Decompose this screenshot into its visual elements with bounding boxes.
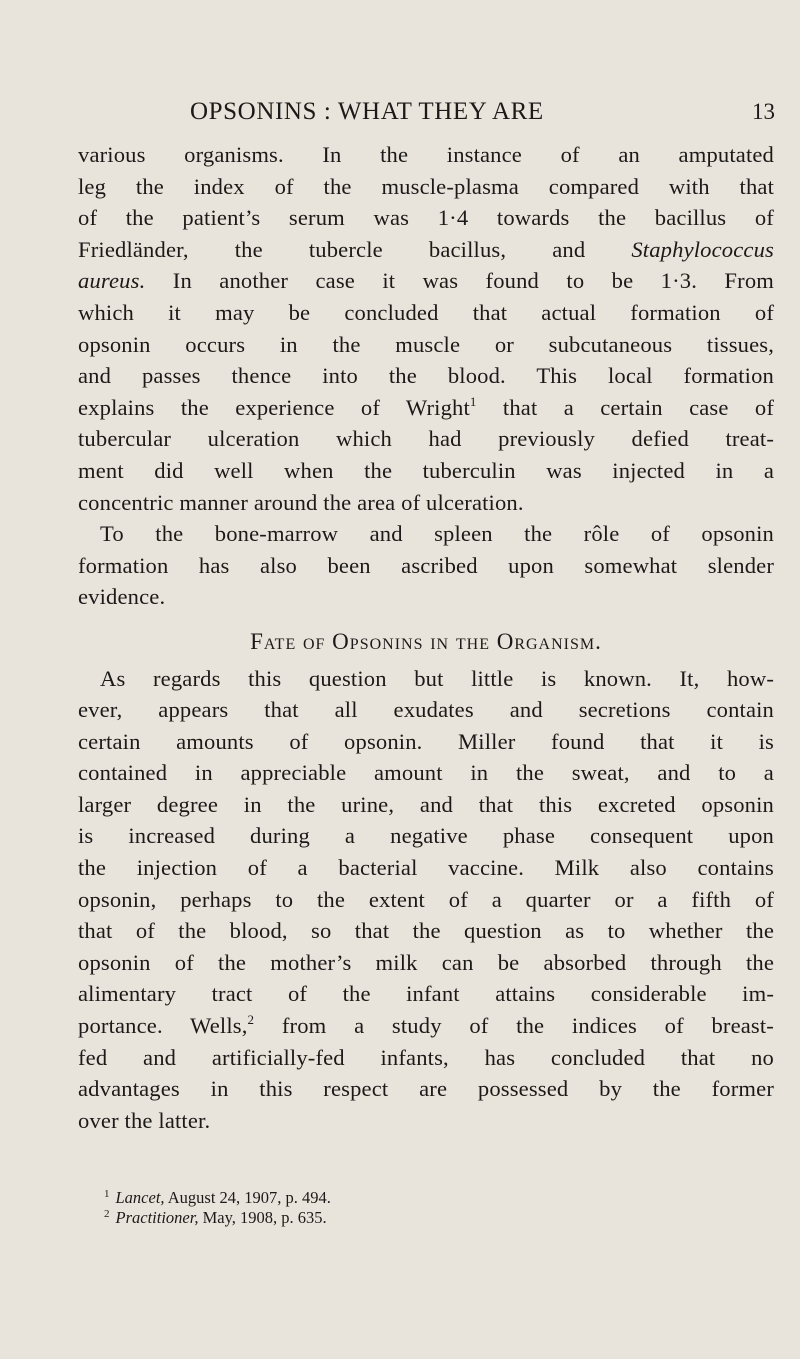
footnote — [104, 1188, 331, 1208]
footnote-marker: 1 — [104, 1188, 110, 1200]
footnote-detail: May, 1908, p. 635. — [198, 1208, 327, 1227]
footnote-reference: 1 — [469, 393, 477, 409]
text-line: various organisms. In the instance of an amputated — [78, 142, 774, 167]
paragraph-muscle-plasma — [78, 139, 774, 518]
text-line — [78, 265, 774, 297]
text-line: opsonin occurs in the muscle or subcutaneous tissues, — [78, 331, 774, 357]
running-header — [190, 98, 775, 132]
text-line: To the bone-marrow and spleen the rôle of opsonin — [100, 521, 774, 547]
text-line: that of the blood, so that the question as to whether the — [78, 918, 774, 944]
text-line: tubercular ulceration which had previously defied treat- — [78, 426, 774, 452]
text-line — [78, 1010, 774, 1042]
text-line: leg the index of the muscle-plasma compared with that — [78, 173, 774, 199]
text-line: formation has also been ascribed upon somewhat slender — [78, 552, 774, 578]
italic-species-name: Staphylococcus — [631, 236, 774, 262]
text-line — [78, 392, 774, 424]
text-run: Friedländer, the tubercle bacillus, and — [78, 236, 586, 262]
text-line: As regards this question but little is known. It, how- — [100, 665, 774, 691]
text-line: ment did well when the tuberculin was injected in a — [78, 457, 774, 483]
text-line: concentric manner around the area of ulceration. — [78, 489, 524, 515]
chapter-title: OPSONINS : WHAT THEY ARE — [190, 98, 544, 125]
text-line: over the latter. — [78, 1107, 211, 1133]
footnote-source: Lancet, — [115, 1188, 165, 1207]
paragraph-fate-of-opsonins — [78, 663, 774, 1137]
section-heading: Fate of Opsonins in the Organism. — [250, 628, 602, 654]
text-line: of the patient’s serum was 1·4 towards the bacillus of — [78, 205, 774, 231]
text-line: fed and artificially-fed infants, has concluded that no — [78, 1044, 774, 1070]
italic-species-name: aureus. — [78, 268, 146, 294]
text-line: and passes thence into the blood. This local formation — [78, 363, 774, 389]
text-line: evidence. — [78, 584, 166, 610]
text-line: the injection of a bacterial vaccine. Milk also contains — [78, 855, 774, 881]
text-run: explains the experience of Wright — [78, 394, 470, 420]
text-line: alimentary tract of the infant attains considerable im- — [78, 981, 774, 1007]
text-line: is increased during a negative phase consequent upon — [78, 823, 774, 849]
text-run: that a certain case of — [476, 394, 775, 420]
footnote — [104, 1208, 331, 1228]
text-line: opsonin, perhaps to the extent of a quarter or a fifth of — [78, 886, 774, 912]
paragraph-bone-marrow — [78, 518, 774, 613]
text-line: larger degree in the urine, and that this excreted opsonin — [78, 791, 774, 817]
text-line: contained in appreciable amount in the sweat, and to a — [78, 760, 774, 786]
text-line: which it may be concluded that actual formation of — [78, 299, 774, 325]
text-run: from a study of the indices of breast- — [254, 1013, 774, 1039]
body-text — [78, 139, 774, 1136]
footnotes — [104, 1188, 331, 1228]
footnote-detail: August 24, 1907, p. 494. — [164, 1188, 331, 1207]
text-line: ever, appears that all exudates and secretions contain — [78, 697, 774, 723]
footnote-source: Practitioner, — [115, 1208, 199, 1227]
text-line: advantages in this respect are possessed by the former — [78, 1076, 774, 1102]
footnote-marker: 2 — [104, 1208, 110, 1220]
text-run: portance. Wells, — [78, 1013, 248, 1039]
page-number: 13 — [752, 99, 775, 124]
text-line: certain amounts of opsonin. Miller found that it is — [78, 728, 774, 754]
text-line — [78, 234, 774, 266]
text-line: opsonin of the mother’s milk can be absorbed through the — [78, 949, 774, 975]
text-run: In another case it was found to be 1·3. From — [145, 268, 774, 294]
footnote-reference: 2 — [247, 1012, 255, 1028]
